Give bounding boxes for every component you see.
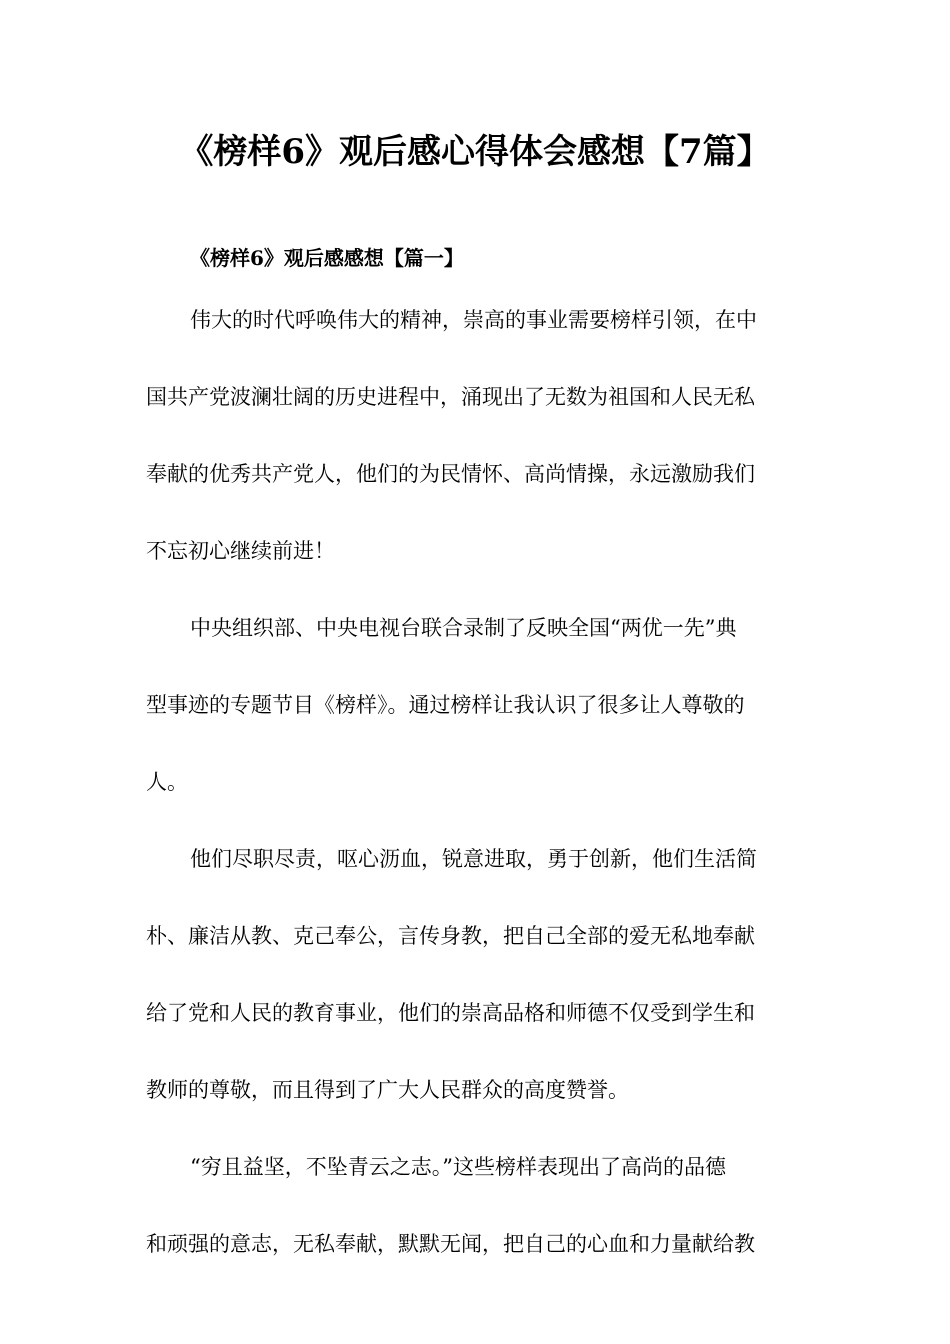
text-line: 型事迹的专题节目《榜样》。通过榜样让我认识了很多让人尊敬的 [146, 693, 745, 717]
paragraph [146, 605, 792, 836]
text-line: 教师的尊敬，而且得到了广大人民群众的高度赞誉。 [146, 1078, 629, 1102]
text-line: 奉献的优秀共产党人，他们的为民情怀、高尚情操，永远激励我们 [146, 462, 755, 486]
paragraph [146, 1144, 792, 1298]
text-line: 朴、廉洁从教、克己奉公，言传身教，把自己全部的爱无私地奉献 [146, 924, 755, 948]
text-line: 人。 [146, 770, 188, 794]
text-line: 他们尽职尽责，呕心沥血，锐意进取，勇于创新，他们生活简 [190, 847, 757, 871]
text-line: 不忘初心继续前进！ [146, 539, 335, 563]
text-line: “穷且益坚，不坠青云之志。”这些榜样表现出了高尚的品德 [190, 1155, 726, 1179]
text-line: 给了党和人民的教育事业，他们的崇高品格和师德不仅受到学生和 [146, 1001, 755, 1025]
document-body [146, 297, 792, 1298]
text-line: 国共产党波澜壮阔的历史进程中，涌现出了无数为祖国和人民无私 [146, 385, 755, 409]
section-heading: 《榜样6》观后感感想【篇一】 [190, 246, 464, 270]
text-line: 中央组织部、中央电视台联合录制了反映全国“两优一先”典 [190, 616, 737, 640]
paragraph [146, 836, 792, 1144]
paragraph [146, 297, 792, 605]
text-line: 伟大的时代呼唤伟大的精神，崇高的事业需要榜样引领，在中 [190, 308, 757, 332]
document-title: 《榜样6》观后感心得体会感想【7篇】 [179, 132, 771, 172]
text-line: 和顽强的意志，无私奉献，默默无闻，把自己的心血和力量献给教 [146, 1232, 755, 1256]
